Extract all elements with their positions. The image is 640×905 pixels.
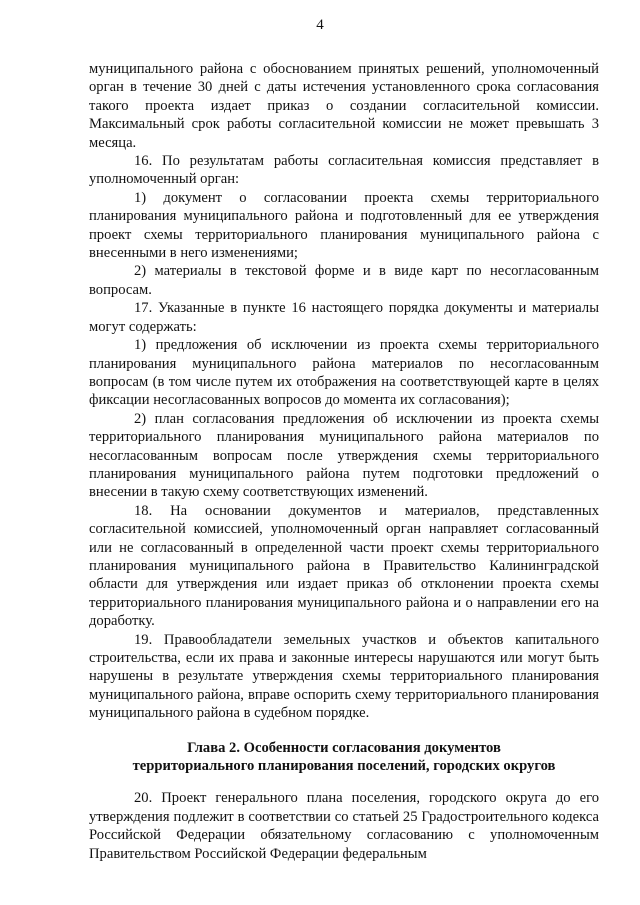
paragraph: 19. Правообладатели земельных участков и объектов капитального строительства, если их права и законные интересы нарушаются или могут быть нарушены в результате утверждения схемы территориального планирования муниципального района, вправе оспорить схему территориального планирования муниципального района в судебном порядке.	[89, 631, 599, 722]
paragraph: 20. Проект генерального плана поселения, городского округа до его утверждения подлежит в соответствии со статьей 25 Градостроительного кодекса Российской Федерации обязательному согласованию с уполномоченным Правительством Российской Федерации федеральным	[89, 790, 599, 862]
paragraph: 17. Указанные в пункте 16 настоящего порядка документы и материалы могут содержать:	[89, 300, 599, 335]
paragraph: 1) предложения об исключении из проекта схемы территориального планирования муниципального района материалов по несогласованным вопросам (в том числе путем их отображения на соответствующей карте в целях фиксации несогласованных вопросов до момента их согласования);	[89, 337, 599, 409]
paragraph: 16. По результатам работы согласительная комиссия представляет в уполномоченный орган:	[89, 153, 599, 188]
paragraph-group-top	[89, 60, 599, 723]
page-number: 4	[316, 17, 324, 33]
document-body	[89, 60, 599, 863]
paragraph: муниципального района с обоснованием принятых решений, уполномоченный орган в течение 30 дней с даты истечения установленного срока согласования такого проекта издает приказ о создании согласительной комиссии. Максимальный срок работы согласительной комиссии не может превышать 3 месяца.	[89, 61, 599, 151]
chapter-heading-line-2: территориального планирования поселений, городских округов	[132, 758, 556, 775]
paragraph: 18. На основании документов и материалов, представленных согласительной комиссией, уполномоченный орган направляет согласованный или не согласованный в определенной части проект схемы территориального планирования муниципального района в Правительство Калининградской области для утверждения или издает приказ об отклонении проекта схемы территориального планирования муниципального района и о направлении его на доработку.	[89, 502, 599, 630]
paragraph: 1) документ о согласовании проекта схемы территориального планирования муниципального района и подготовленный для ее утверждения проект схемы территориального планирования муниципального района с внесенными в него изменениями;	[89, 189, 599, 262]
paragraph: 2) план согласования предложения об исключении из проекта схемы территориального планирования муниципального района материалов по несогласованным вопросам после утверждения схемы территориального планирования муниципального района путем подготовки предложений о внесении в такую схему соответствующих изменений.	[89, 410, 599, 501]
chapter-heading	[89, 739, 599, 776]
paragraph-group-bottom	[89, 789, 599, 863]
chapter-heading-line-1: Глава 2. Особенности согласования документов	[187, 739, 501, 756]
paragraph: 2) материалы в текстовой форме и в виде карт по несогласованным вопросам.	[89, 263, 599, 298]
